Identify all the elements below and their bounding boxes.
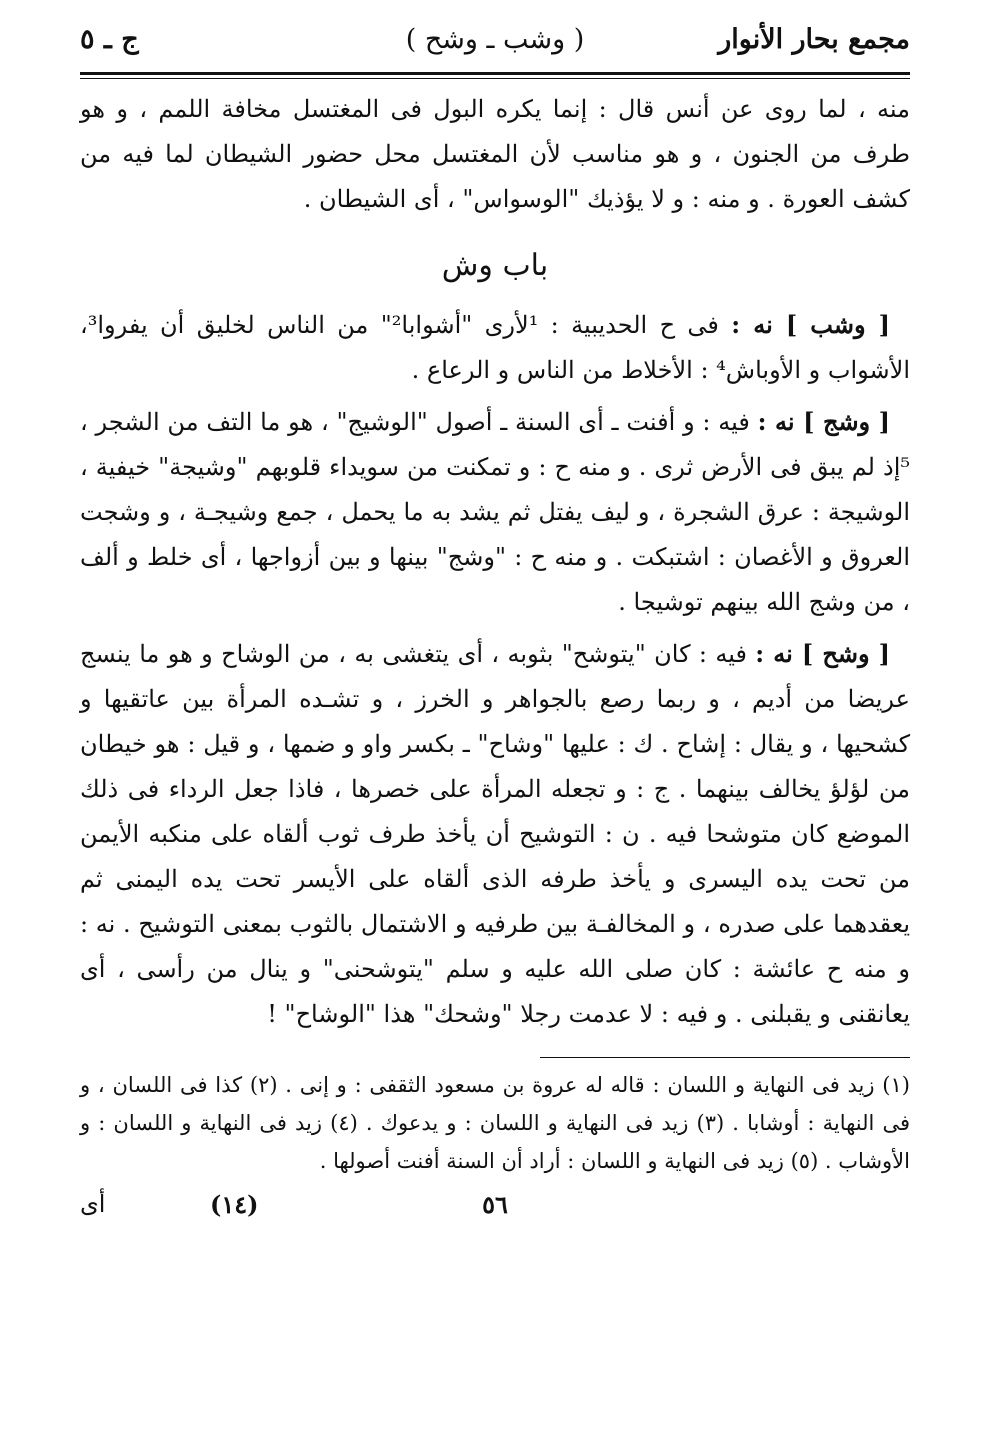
intro-paragraph: منه ، لما روى عن أنس قال : إنما يكره البول فى المغتسل مخافة اللمم ، و هو طرف من الجنون ، و هو مناسب لأن المغتسل محل حضور الشيطان لما فيه من كشف العورة . و منه : و لا يؤذيك "الوسواس" ، أى الشيطان . (80, 95, 910, 213)
page-footer (80, 1190, 910, 1234)
volume-number: ج ـ ٥ (80, 24, 139, 55)
footnote-rule (540, 1057, 910, 1058)
entry-text: فى ح الحديبية : ¹لأرى "أشوابا²" من الناس لخليق أن يفروا³، الأشواب و الأوباش⁴ : الأخلاط من الناس و الرعاع . (80, 311, 910, 384)
header-rule (80, 72, 910, 75)
signature-mark: (١٤) (210, 1190, 259, 1219)
entry-head: [ وشح ] نه : (755, 639, 890, 668)
entry-washah (80, 631, 910, 1037)
entry-washab (80, 302, 910, 393)
entry-head: [ وشب ] نه : (731, 310, 890, 339)
entry-washaj (80, 399, 910, 625)
running-header (80, 22, 910, 72)
page-number: ٥٦ (482, 1190, 508, 1219)
document-page (80, 22, 910, 1412)
section-range: ( وشب ـ وشح ) (405, 24, 585, 55)
entry-head: [ وشج ] نه : (757, 407, 890, 436)
footnotes: (١) زيد فى النهاية و اللسان : قاله له عروة بن مسعود الثقفى : و إنى . (٢) كذا فى اللسان ، و فى النهاية : أوشابا . (٣) زيد فى النهاية و اللسان : و يدعوك . (٤) زيد فى النهاية و اللسان : و الأوشاب . (٥) زيد فى النهاية و اللسان : أراد أن السنة أفنت أصولها . (80, 1073, 910, 1173)
book-title: مجمع بحار الأنوار (718, 24, 910, 55)
entry-text: فيه : كان "يتوشح" بثوبه ، أى يتغشى به ، من الوشاح و هو ما ينسج عريضا من أديم ، و ربما رصع بالجواهر و الخرز ، و تشـده المرأة بين عاتقيها و كشحيها ، و يقال : إشاح . ك : عليها "وشاح" ـ بكسر واو و ضمها ، و قيل : هو خيطان من لؤلؤ يخالف بينهما . ج : و تجعله المرأة على خصرها ، فاذا جعل الرداء فى ذلك الموضع كان متوشحا فيه . ن : التوشيح أن يأخذ طرف ثوب ألقاه على منكبه الأيمن من تحت يده اليسرى و يأخذ طرفه الذى ألقاه على الأيسر تحت يده اليمنى ثم يعقدهما على صدره ، و المخالفـة بين طرفيه و الاشتمال بالثوب بمعنى التوشيح . نه : و منه ح عائشة : كان صلى الله عليه و سلم "يتوشحنى" و ينال من رأسى ، أى يعانقنى و يقبلنى . و فيه : لا عدمت رجلا "وشحك" هذا "الوشاح" ! (80, 640, 910, 1028)
section-title: باب وش (441, 248, 549, 283)
catchword: أى (80, 1190, 106, 1218)
header-rule-thin (80, 78, 910, 79)
entry-text: فيه : و أفنت ـ أى السنة ـ أصول "الوشيج" ، هو ما التف من الشجر ، ⁵إذ لم يبق فى الأرض ثرى . و منه ح : و تمكنت من سويداء قلوبهم "وشيجة" خيفية ، الوشيجة : عرق الشجرة ، و ليف يفتل ثم يشد به ما يحمل ، جمع وشيجـة ، و وشجت العروق و الأغصان : اشتبكت . و منه ح : "وشج" بينها و بين أزواجها ، أى خلط و ألف ، من وشج الله بينهم توشيجا . (80, 408, 911, 616)
